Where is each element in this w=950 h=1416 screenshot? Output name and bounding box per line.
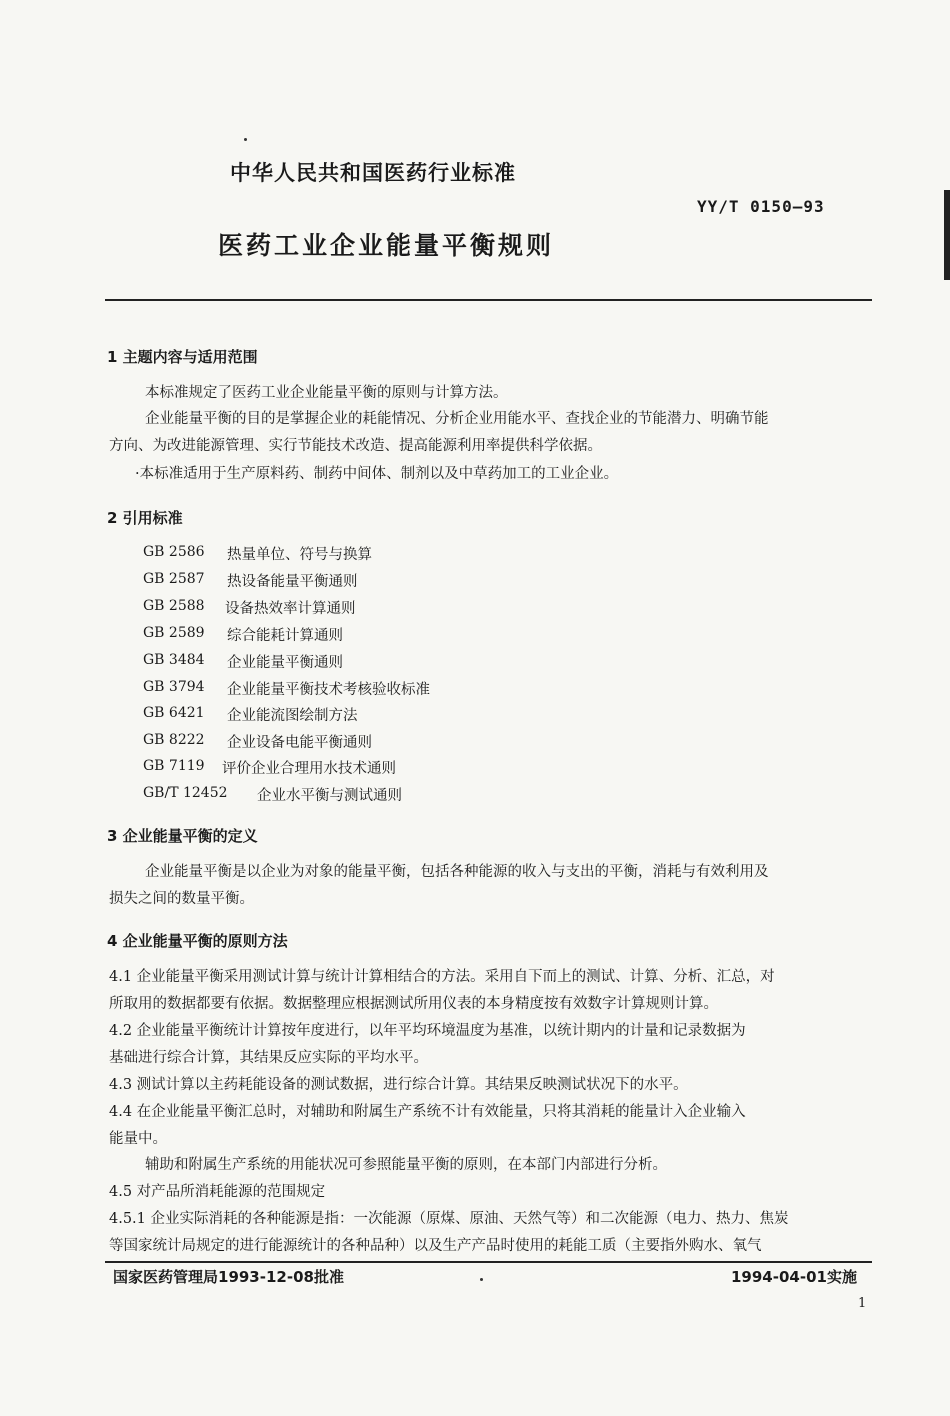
ref-code: GB 3794	[143, 679, 205, 695]
clause-4-5: 4.5 对产品所消耗能源的范围规定	[109, 1184, 326, 1200]
ref-code: GB 3484	[143, 652, 205, 668]
ref-code: GB 7119	[143, 758, 205, 774]
section-heading-3: 3 企业能量平衡的定义	[107, 827, 258, 845]
standard-code: YY/T 0150—93	[697, 197, 825, 216]
ref-title: 评价企业合理用水技术通则	[222, 761, 396, 777]
ref-title: 企业能流图绘制方法	[227, 708, 358, 724]
scan-speck	[244, 138, 247, 141]
ref-code: GB 6421	[143, 705, 205, 721]
ref-code: GB 2586	[143, 544, 205, 560]
clause-4-3: 4.3 测试计算以主药耗能设备的测试数据，进行综合计算。其结果反映测试状况下的水平。	[109, 1077, 688, 1093]
ref-title: 企业能量平衡通则	[227, 655, 343, 671]
clause-4-2: 4.2 企业能量平衡统计计算按年度进行，以年平均环境温度为基准，以统计期内的计量和记录数据为	[109, 1023, 746, 1039]
clause-4-1-cont: 所取用的数据都要有依据。数据整理应根据测试所用仪表的本身精度按有效数字计算规则计算。	[109, 996, 718, 1012]
page-number: 1	[858, 1296, 867, 1311]
paragraph: 损失之间的数量平衡。	[109, 891, 254, 907]
scan-edge-artifact	[944, 190, 950, 280]
clause-4-4-cont: 能量中。	[109, 1131, 167, 1147]
ref-code: GB 2587	[143, 571, 205, 587]
ref-title: 热量单位、符号与换算	[227, 547, 372, 563]
clause-4-5-1-cont: 等国家统计局规定的进行能源统计的各种品种）以及生产产品时使用的耗能工质（主要指外购水、氧气	[109, 1238, 762, 1254]
header-divider	[105, 299, 872, 301]
ref-code: GB 2588	[143, 598, 205, 614]
ref-code: GB/T 12452	[143, 785, 228, 801]
ref-title: 企业水平衡与测试通则	[257, 788, 402, 804]
standard-category-title: 中华人民共和国医药行业标准	[230, 161, 516, 185]
ref-code: GB 2589	[143, 625, 205, 641]
ref-code: GB 8222	[143, 732, 205, 748]
paragraph: 本标准规定了医药工业企业能量平衡的原则与计算方法。	[145, 385, 508, 401]
paragraph: 企业能量平衡是以企业为对象的能量平衡，包括各种能源的收入与支出的平衡，消耗与有效利用及	[145, 864, 769, 880]
clause-4-4: 4.4 在企业能量平衡汇总时，对辅助和附属生产系统不计有效能量，只将其消耗的能量计入企业输入	[109, 1104, 746, 1120]
scan-speck	[480, 1278, 483, 1281]
footer-divider	[105, 1261, 872, 1263]
section-heading-1: 1 主题内容与适用范围	[107, 348, 258, 366]
section-heading-2: 2 引用标准	[107, 509, 183, 527]
clause-4-2-cont: 基础进行综合计算，其结果反应实际的平均水平。	[109, 1050, 428, 1066]
approval-date: 国家医药管理局1993-12-08批准	[113, 1268, 344, 1286]
ref-title: 企业能量平衡技术考核验收标准	[227, 682, 430, 698]
ref-title: 综合能耗计算通则	[227, 628, 343, 644]
paragraph: 方向、为改进能源管理、实行节能技术改造、提高能源利用率提供科学依据。	[109, 438, 602, 454]
ref-title: 设备热效率计算通则	[225, 601, 356, 617]
implementation-date: 1994-04-01实施	[731, 1268, 857, 1286]
clause-4-1: 4.1 企业能量平衡采用测试计算与统计计算相结合的方法。采用自下而上的测试、计算、分析、汇总，对	[109, 969, 775, 985]
paragraph: 企业能量平衡的目的是掌握企业的耗能情况、分析企业用能水平、查找企业的节能潜力、明确节能	[145, 411, 769, 427]
document-title: 医药工业企业能量平衡规则	[218, 231, 555, 260]
ref-title: 热设备能量平衡通则	[227, 574, 358, 590]
clause-4-5-1: 4.5.1 企业实际消耗的各种能源是指：一次能源（原煤、原油、天然气等）和二次能源（电力、热力、焦炭	[109, 1211, 789, 1227]
clause-4-4-note: 辅助和附属生产系统的用能状况可参照能量平衡的原则，在本部门内部进行分析。	[145, 1157, 667, 1173]
paragraph: ·本标准适用于生产原料药、制药中间体、制剂以及中草药加工的工业企业。	[135, 466, 619, 482]
section-heading-4: 4 企业能量平衡的原则方法	[107, 932, 288, 950]
ref-title: 企业设备电能平衡通则	[227, 735, 372, 751]
